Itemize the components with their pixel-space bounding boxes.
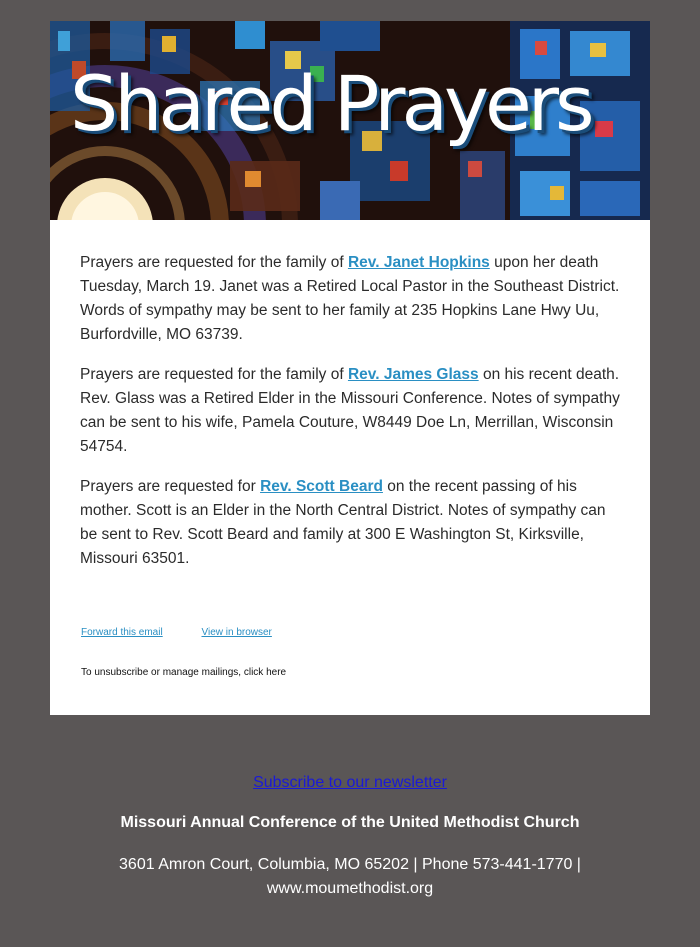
view-in-browser-link[interactable]: View in browser [201, 627, 272, 638]
subscribe-section [0, 774, 700, 792]
forward-email-link[interactable]: Forward this email [81, 627, 163, 638]
website-text: www.moumethodist.org [266, 880, 434, 897]
organization-name: Missouri Annual Conference of the United Methodist Church [120, 814, 580, 831]
prayer-notices [80, 251, 625, 587]
banner-title: Shared Prayers [70, 59, 591, 148]
contact-info [0, 853, 700, 901]
subscribe-link[interactable]: Subscribe to our newsletter [253, 774, 447, 791]
header-banner [50, 21, 650, 220]
person-link-janet-hopkins[interactable]: Rev. Janet Hopkins [347, 254, 490, 271]
prayer-notice: Prayers are requested for Rev. Scott Beard on the recent passing of his mother. Scott is an Elder in the North Central District. Notes of sympathy can be sent to Rev. Scott Beard and family at 300 E Washington St, Kirksville, Missouri 63501. [80, 478, 606, 567]
address-line: 3601 Amron Court, Columbia, MO 65202 | Phone 573-441-1770 | [119, 856, 581, 873]
person-link-scott-beard[interactable]: Rev. Scott Beard [260, 478, 383, 495]
unsubscribe-link[interactable]: To unsubscribe or manage mailings, click here [81, 667, 287, 678]
email-card [50, 21, 650, 715]
person-link-james-glass[interactable]: Rev. James Glass [347, 366, 479, 383]
prayer-notice: Prayers are requested for the family of Rev. Janet Hopkins upon her death Tuesday, March 19. Janet was a Retired Local Pastor in the Southeast District. Words of sympathy may be sent to her family at 235 Hopkins Lane Hwy Uu, Burfordville, MO 63739. [80, 254, 620, 343]
prayer-notice: Prayers are requested for the family of Rev. James Glass on his recent death. Rev. Glass was a Retired Elder in the Missouri Conference. Notes of sympathy can be sent to his wife, Pamela Couture, W8449 Doe Ln, Merrillan, Wisconsin 54754. [80, 366, 620, 455]
email-action-links [81, 627, 308, 638]
